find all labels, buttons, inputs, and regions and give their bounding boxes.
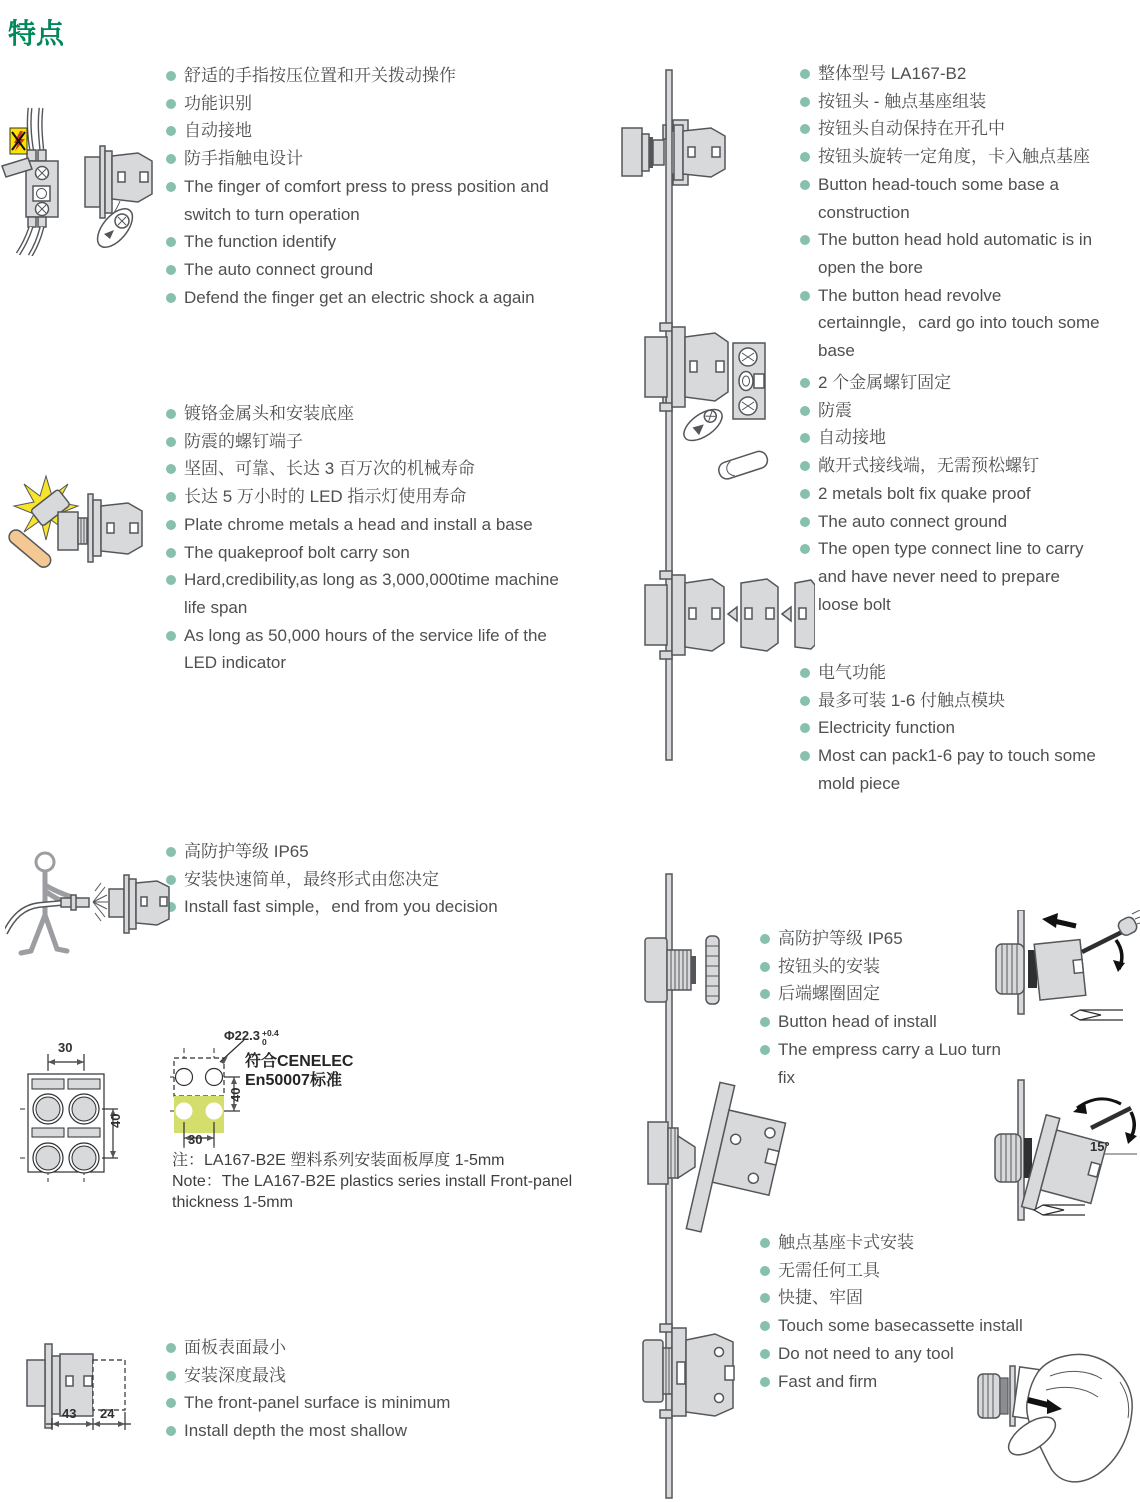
contact-base-separated: [673, 120, 725, 185]
standard-label-line2: En50007标准: [245, 1072, 342, 1089]
bullet-icon: [166, 293, 176, 303]
screw-closeup: [679, 403, 728, 446]
dim-label-panel-30: 30: [58, 1040, 73, 1055]
feature-item: [800, 424, 1105, 452]
feature-text: 按钮头的安装: [778, 956, 880, 976]
water-spray-ip65-illustration: [5, 845, 180, 970]
feature-item: [166, 1362, 576, 1390]
feature-item: [166, 117, 576, 145]
feature-text: Hard,credibility,as long as 3,000,000time machine life span: [184, 570, 559, 617]
feature-text: 按钮头自动保持在开孔中: [818, 119, 1005, 139]
feature-text: Do not need to any tool: [778, 1343, 954, 1363]
finger-tip: [717, 449, 770, 481]
note-line-2: Note：The LA167-B2E plastics series install Front-panel: [172, 1173, 573, 1190]
depth-side-view-drawing: [18, 1338, 138, 1440]
assembly-sequence-upper-illustration: [615, 65, 815, 765]
feature-text: Touch some basecassette install: [778, 1316, 1023, 1336]
assembled-with-terminals: [645, 323, 728, 411]
flat-blade-icon: [1071, 1010, 1123, 1020]
feature-item: [166, 62, 576, 90]
feature-item: [800, 508, 1105, 536]
feature-text: 无需任何工具: [778, 1260, 880, 1280]
feature-text: The button head hold automatic is in open the bore: [818, 230, 1093, 277]
feature-item: [800, 714, 1105, 742]
feature-list-model: [800, 60, 1105, 365]
feature-item: [166, 455, 576, 483]
feature-text: As long as 50,000 hours of the service life of the LED indicator: [184, 625, 547, 673]
feature-item: [166, 1334, 576, 1362]
bullet-icon: [166, 1398, 176, 1408]
feature-text: 镀铬金属头和安装底座: [184, 404, 354, 423]
feature-item: [166, 90, 576, 118]
feature-text: 面板表面最小: [184, 1338, 286, 1357]
feature-text: 安装快速简单，最终形式由您决定: [184, 869, 439, 889]
anti-shock-terminal-illustration: [0, 106, 170, 256]
feature-text: 安装深度最浅: [184, 1365, 286, 1385]
feature-text: The function identify: [184, 232, 337, 252]
feature-item: [166, 893, 576, 921]
feature-text: 坚固、可靠、长达 3 百万次的机械寿命: [184, 459, 475, 479]
feature-text: 自动接地: [184, 121, 252, 141]
feature-item: [800, 171, 1105, 226]
feature-item: [166, 1389, 576, 1417]
bullet-icon: [166, 265, 176, 275]
no-shock-warning-icon: [10, 128, 27, 154]
feature-list-panel-depth: [166, 1334, 576, 1445]
feature-item: [800, 742, 1105, 797]
feature-text: 2 metals bolt fix quake proof: [818, 483, 1031, 503]
feature-text: Plate chrome metals a head and install a base: [184, 514, 533, 534]
feature-item: [166, 838, 576, 866]
feature-item: [166, 539, 576, 567]
drill-dia-value: Φ22.3: [224, 1028, 260, 1043]
dim-label-panel-40: 40: [108, 1113, 123, 1128]
drill-diameter-label: [224, 1028, 279, 1046]
button-head-cover-illustration: [85, 146, 152, 253]
hammer-durability-illustration: [0, 468, 170, 583]
feature-text: 自动接地: [818, 428, 886, 448]
feature-text: 按钮头 - 触点基座组装: [818, 91, 987, 111]
feature-text: Button head-touch some base a construction: [818, 174, 1059, 222]
feature-text: 舒适的手指按压位置和开关拨动操作: [184, 66, 456, 85]
feature-text: The finger of comfort press to press position and switch to turn operation: [184, 176, 549, 224]
standard-label-line1: 符合CENELEC: [245, 1053, 354, 1070]
feature-item: [166, 145, 576, 173]
feature-text: Electricity function: [818, 718, 955, 738]
feature-text: Most can pack1-6 pay to touch some mold piece: [818, 746, 1096, 793]
dim-label-depth-24: 24: [100, 1406, 115, 1421]
feature-item: [166, 866, 576, 894]
feature-item: [166, 511, 576, 539]
bullet-icon: [166, 1371, 176, 1381]
feature-item: [800, 452, 1105, 480]
note-line-1: 注：LA167-B2E 塑料系列安装面板厚度 1-5mm: [172, 1152, 505, 1169]
feature-item: [800, 535, 1105, 618]
fully-assembled-unit: [643, 1324, 734, 1418]
feature-list-screws: [800, 369, 1105, 618]
feature-item: [166, 483, 576, 511]
feature-text: 电气功能: [818, 663, 886, 682]
feature-text: 后端螺圈固定: [778, 984, 880, 1004]
turn-arrow: [1054, 921, 1076, 926]
bullet-icon: [166, 1343, 176, 1353]
feature-text: The empress carry a Luo turn fix: [778, 1039, 1001, 1087]
bullet-icon: [166, 1426, 176, 1436]
feature-text: Button head of install: [778, 1012, 937, 1032]
feature-item: [800, 143, 1105, 171]
feature-text: 防震: [818, 400, 852, 420]
flat-blade-icon: [1034, 1205, 1085, 1215]
feature-item: [166, 173, 576, 228]
feature-list-durability: [166, 400, 576, 677]
screwdriver-install-illustration: [988, 910, 1140, 1030]
feature-item: [166, 284, 576, 312]
tilt-angle-label: 15°: [1090, 1139, 1110, 1154]
button-head-separated: [622, 128, 664, 176]
dim-label-depth-43: 43: [62, 1406, 77, 1421]
terminal-screw-block: [733, 343, 765, 419]
feature-item: [800, 88, 1105, 116]
feature-item: [166, 428, 576, 456]
feature-item: [800, 397, 1105, 425]
spray-lines: [93, 883, 108, 921]
feature-text: Defend the finger get an electric shock a again: [184, 287, 535, 307]
feature-text: 防震的螺钉端子: [184, 431, 303, 451]
note-line-3: thickness 1-5mm: [172, 1194, 293, 1211]
feature-text: Install fast simple，end from you decision: [184, 897, 498, 917]
feature-item: [166, 622, 576, 677]
feature-item: [800, 480, 1105, 508]
feature-text: The auto connect ground: [818, 511, 1008, 531]
feature-text: 按钮头旋转一定角度，卡入触点基座: [818, 147, 1090, 167]
dim-label-drill-30: 30: [188, 1132, 203, 1147]
feature-text: 敞开式接线端，无需预松螺钉: [818, 456, 1039, 476]
feature-item: [166, 228, 576, 256]
feature-item: [166, 256, 576, 284]
feature-text: 高防护等级 IP65: [778, 929, 903, 948]
bullet-icon: [166, 437, 176, 447]
page-title: 特点: [8, 18, 65, 49]
bullet-icon: [166, 409, 176, 419]
feature-text: Install depth the most shallow: [184, 1421, 408, 1441]
drill-tol-upper: +0.4: [261, 1028, 279, 1038]
feature-text: 2 个金属螺钉固定: [818, 373, 952, 392]
feature-text: The open type connect line to carry and have never need to prepare loose bolt: [818, 539, 1084, 614]
panel-layout-drawing: [18, 1036, 143, 1186]
feature-list-comfort: [166, 62, 576, 311]
feature-list-ip65-left: [166, 838, 576, 921]
hand-cassette-illustration: [950, 1342, 1140, 1502]
feature-text: 最多可装 1-6 付触点模块: [818, 690, 1006, 710]
feature-text: 触点基座卡式安装: [778, 1233, 914, 1252]
feature-list-electrical: [800, 659, 1105, 798]
feature-text: The button head revolve certainngle，card go into touch some base: [818, 285, 1100, 361]
assembly-sequence-lower-illustration: [615, 870, 815, 1502]
feature-item: [800, 226, 1105, 281]
feature-text: 功能识别: [184, 93, 252, 113]
feature-item: [800, 687, 1105, 715]
feature-item: [800, 369, 1105, 397]
feature-text: The auto connect ground: [184, 259, 374, 279]
feature-text: 防手指触电设计: [184, 149, 303, 169]
feature-item: [800, 115, 1105, 143]
feature-text: The quakeproof bolt carry son: [184, 542, 410, 562]
feature-item: [800, 282, 1105, 365]
feature-text: 高防护等级 IP65: [184, 842, 309, 861]
feature-text: 整体型号 LA167-B2: [818, 64, 967, 83]
feature-item: [166, 400, 576, 428]
feature-text: 快捷、牢固: [778, 1288, 863, 1308]
tilt-15-degree-illustration: [985, 1078, 1140, 1228]
feature-item: [800, 659, 1105, 687]
drill-tol-lower: 0: [261, 1036, 267, 1047]
feature-text: 长达 5 万小时的 LED 指示灯使用寿命: [184, 487, 467, 507]
dim-label-drill-40: 40: [228, 1087, 243, 1102]
feature-item: [800, 60, 1105, 88]
feature-text: The front-panel surface is minimum: [184, 1393, 451, 1413]
feature-text: Fast and firm: [778, 1371, 878, 1391]
feature-item: [166, 1417, 576, 1445]
bullet-icon: [166, 631, 176, 641]
bullet-icon: [166, 71, 176, 81]
feature-item: [166, 566, 576, 621]
button-head-with-ring-nut: [645, 936, 719, 1004]
